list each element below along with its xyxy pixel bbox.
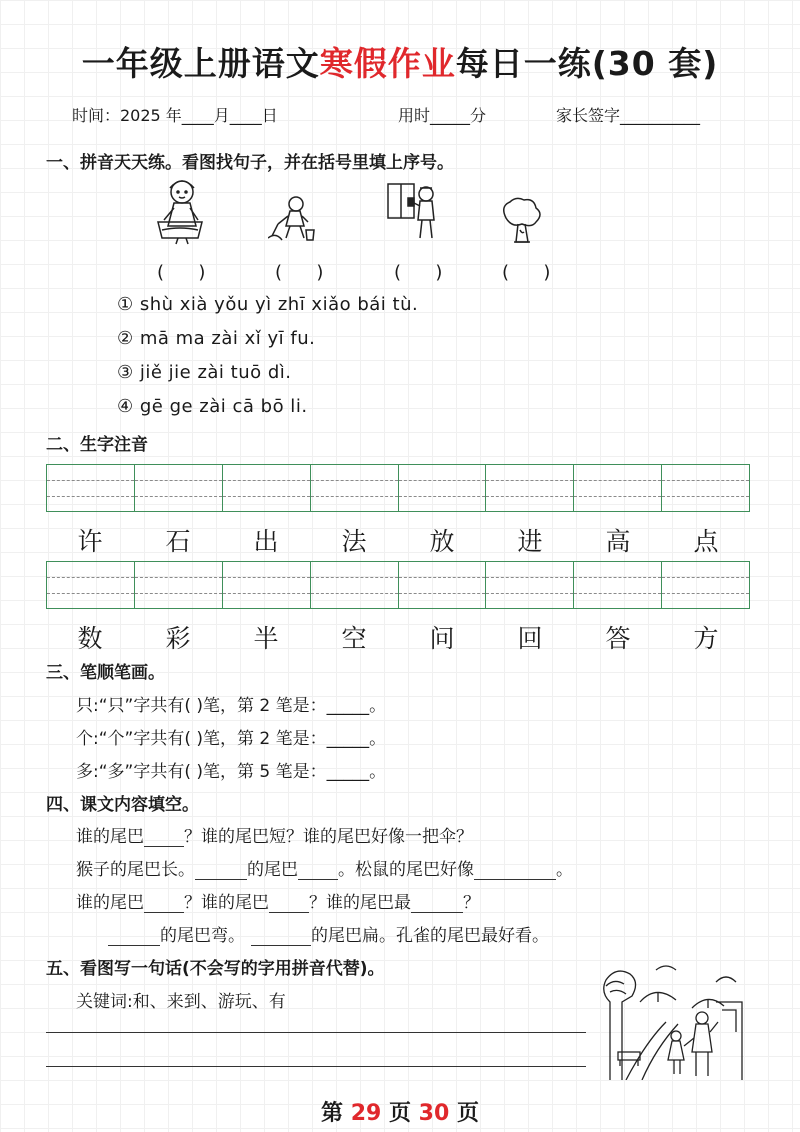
char: 放 bbox=[429, 527, 455, 556]
section2-heading: 二、生字注音 bbox=[46, 435, 148, 455]
char: 高 bbox=[605, 527, 631, 556]
man-wiping-window-picture bbox=[386, 180, 442, 244]
text: ？谁的尾巴最 bbox=[309, 893, 411, 913]
keywords: 关键词:和、来到、游玩、有 bbox=[76, 992, 286, 1012]
char: 问 bbox=[429, 624, 455, 653]
current-page: 29 bbox=[350, 1101, 382, 1126]
pinyin-sentence-1: ① shù xià yǒu yì zhī xiǎo bái tù. bbox=[117, 294, 419, 315]
text: ？ bbox=[463, 893, 480, 913]
char: 数 bbox=[77, 624, 103, 653]
char: 方 bbox=[693, 624, 719, 653]
pinyin-sentence-4: ④ gē ge zài cā bō li. bbox=[117, 396, 308, 417]
char: 点 bbox=[693, 527, 719, 556]
child-mopping-picture bbox=[268, 194, 318, 244]
text: 。 bbox=[556, 860, 573, 880]
char: 出 bbox=[253, 527, 279, 556]
section3-heading: 三、笔顺笔画。 bbox=[46, 663, 165, 683]
char: 彩 bbox=[165, 624, 191, 653]
page-counter bbox=[0, 1096, 800, 1127]
girl-washing-clothes-picture bbox=[150, 176, 210, 246]
char: 空 bbox=[341, 624, 367, 653]
page-title bbox=[0, 38, 800, 85]
char: 答 bbox=[605, 624, 631, 653]
characters-row1 bbox=[46, 522, 750, 558]
char: 回 bbox=[517, 624, 543, 653]
fill-line-3 bbox=[76, 888, 480, 913]
answer-paren-4[interactable]: ( ) bbox=[502, 262, 551, 283]
fill-line-2 bbox=[76, 855, 573, 880]
signature-field: 家长签字__________ bbox=[556, 106, 701, 125]
text: 的尾巴弯。 bbox=[160, 926, 245, 946]
answer-blank[interactable] bbox=[251, 927, 311, 946]
text: 谁的尾巴 bbox=[76, 827, 144, 847]
date-field: 时间：2025 年____月____日 bbox=[72, 106, 278, 125]
section1-heading: 一、拼音天天练。看图找句子，并在括号里填上序号。 bbox=[46, 153, 454, 173]
title-part1: 一年级上册语文 bbox=[81, 44, 320, 83]
writing-line-2[interactable] bbox=[46, 1066, 586, 1067]
section4-heading: 四、课文内容填空。 bbox=[46, 795, 199, 815]
pinyin-grid-row1[interactable] bbox=[46, 464, 750, 512]
text: ？谁的尾巴短？谁的尾巴好像一把伞？ bbox=[184, 827, 473, 847]
park-family-picture bbox=[596, 962, 752, 1080]
answer-blank[interactable] bbox=[411, 894, 463, 913]
title-highlight: 寒假作业 bbox=[319, 44, 456, 83]
char: 许 bbox=[77, 527, 103, 556]
writing-line-1[interactable] bbox=[46, 1032, 586, 1033]
text: 谁的尾巴 bbox=[76, 893, 144, 913]
answer-paren-2[interactable]: ( ) bbox=[275, 262, 324, 283]
answer-blank[interactable] bbox=[195, 861, 247, 880]
title-part2: 每日一练(30 套) bbox=[455, 44, 719, 83]
char: 石 bbox=[165, 527, 191, 556]
text: ？谁的尾巴 bbox=[184, 893, 269, 913]
text: 页 bbox=[381, 1101, 419, 1126]
duration-field: 用时_____分 bbox=[398, 106, 487, 125]
answer-blank[interactable] bbox=[269, 894, 309, 913]
answer-paren-1[interactable]: ( ) bbox=[157, 262, 206, 283]
answer-blank[interactable] bbox=[144, 894, 184, 913]
stroke-question-2[interactable]: 个:“个”字共有( )笔，第 2 笔是：_____。 bbox=[76, 729, 387, 749]
answer-blank[interactable] bbox=[144, 828, 184, 847]
total-pages: 30 bbox=[418, 1101, 450, 1126]
pinyin-sentence-3: ③ jiě jie zài tuō dì. bbox=[117, 362, 292, 383]
text: 猴子的尾巴长。 bbox=[76, 860, 195, 880]
char: 法 bbox=[341, 527, 367, 556]
answer-paren-3[interactable]: ( ) bbox=[394, 262, 443, 283]
char: 进 bbox=[517, 527, 543, 556]
text: 的尾巴扁。孔雀的尾巴最好看。 bbox=[311, 926, 549, 946]
fill-line-4 bbox=[108, 921, 549, 946]
text: 。松鼠的尾巴好像 bbox=[338, 860, 474, 880]
text: 页 bbox=[449, 1101, 479, 1126]
pinyin-grid-row2[interactable] bbox=[46, 561, 750, 609]
text: 的尾巴 bbox=[247, 860, 298, 880]
answer-blank[interactable] bbox=[474, 861, 556, 880]
stroke-question-1[interactable]: 只:“只”字共有( )笔，第 2 笔是：_____。 bbox=[76, 696, 387, 716]
pinyin-sentence-2: ② mā ma zài xǐ yī fu. bbox=[117, 328, 316, 349]
section5-heading: 五、看图写一句话(不会写的字用拼音代替)。 bbox=[46, 959, 385, 979]
answer-blank[interactable] bbox=[298, 861, 338, 880]
fill-line-1 bbox=[76, 822, 473, 847]
tree-picture bbox=[498, 196, 544, 246]
answer-blank[interactable] bbox=[108, 927, 160, 946]
characters-row2 bbox=[46, 619, 750, 655]
char: 半 bbox=[253, 624, 279, 653]
stroke-question-3[interactable]: 多:“多”字共有( )笔，第 5 笔是：_____。 bbox=[76, 762, 387, 782]
text: 第 bbox=[321, 1101, 351, 1126]
